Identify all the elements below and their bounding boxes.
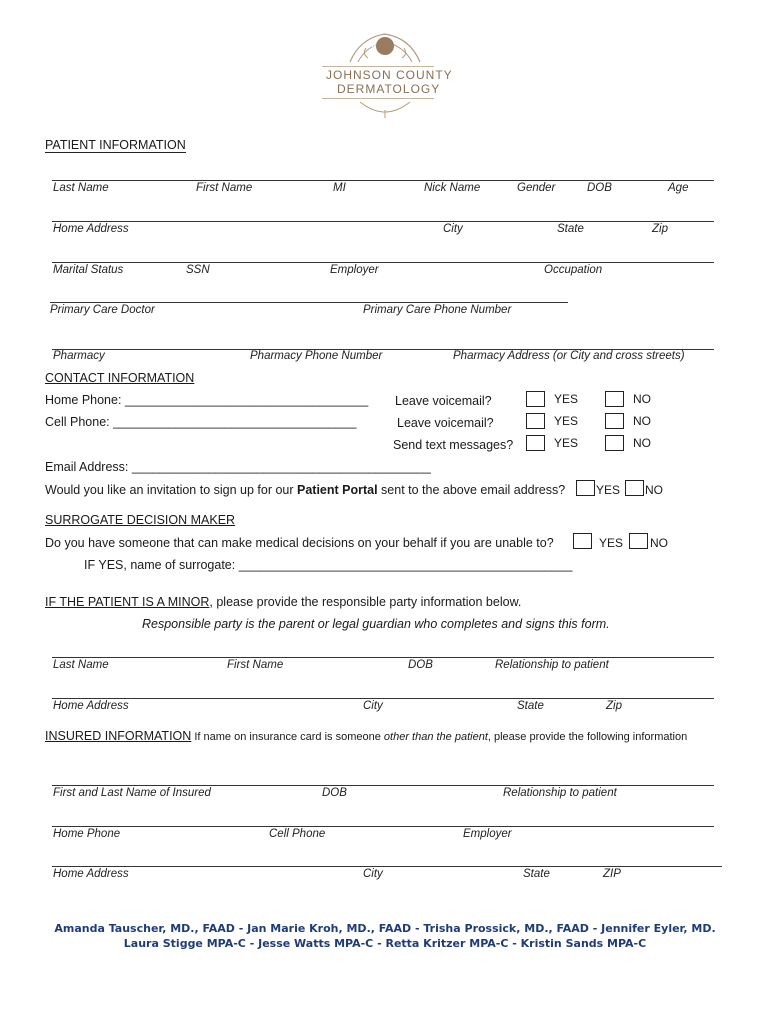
field-line[interactable] [52,657,714,658]
label-primary-care-doctor: Primary Care Doctor [50,304,155,316]
label-minor-zip: Zip [606,700,622,712]
surrogate-no-checkbox[interactable] [629,533,648,549]
label-minor-first-name: First Name [227,659,284,671]
label-insured-home-phone: Home Phone [53,828,121,840]
insured-title: INSURED INFORMATION [45,729,192,743]
label-insured-dob: DOB [322,787,347,799]
logo-initials: MI [367,40,376,49]
label-insured-state: State [523,868,550,880]
field-line[interactable] [52,262,714,263]
label-minor-relationship: Relationship to patient [495,659,609,671]
label-zip: Zip [652,223,668,235]
field-line[interactable] [52,698,714,699]
label-first-name: First Name [196,182,253,194]
logo-crest [340,28,430,68]
email-field[interactable]: Email Address: ___________________________________________ [45,460,431,474]
label-nick-name: Nick Name [424,182,481,194]
voicemail-home-yes-checkbox[interactable] [526,391,545,407]
voicemail-home-no-checkbox[interactable] [605,391,624,407]
footer-providers-line2: Laura Stigge MPA-C - Jesse Watts MPA-C - Retta Kritzer MPA-C - Kristin Sands MPA-C [123,937,647,950]
no-label: NO [650,536,668,550]
insured-desc-italic: other than the patient [383,731,488,743]
label-pharmacy: Pharmacy [53,350,105,362]
label-primary-care-phone: Primary Care Phone Number [363,304,512,316]
insured-desc-post: , please provide the following information [487,731,688,743]
patient-info-title: PATIENT INFORMATION [45,138,186,152]
label-minor-home-address: Home Address [53,700,129,712]
leave-voicemail-home-label: Leave voicemail? [395,394,492,408]
label-ssn: SSN [186,264,210,276]
yes-label: YES [596,483,621,497]
field-line[interactable] [52,866,722,867]
label-minor-state: State [517,700,544,712]
field-line[interactable] [52,180,714,181]
leave-voicemail-cell-label: Leave voicemail? [397,416,494,430]
label-marital-status: Marital Status [53,264,124,276]
label-insured-cell-phone: Cell Phone [269,828,326,840]
label-insured-home-address: Home Address [53,868,129,880]
footer-providers-line1: Amanda Tauscher, MD., FAAD - Jan Marie Kroh, MD., FAAD - Trisha Prossick, MD., FAAD - Jennifer Eyler, MD. [54,922,716,935]
portal-question-pre: Would you like an invitation to sign up for our [45,483,297,497]
logo-line1: JOHNSON COUNTY [326,68,453,82]
label-dob: DOB [587,182,612,194]
no-label: NO [633,414,651,428]
no-label: NO [645,483,663,497]
logo-line2: DERMATOLOGY [337,82,441,96]
field-line[interactable] [52,785,714,786]
minor-heading [45,595,521,609]
label-insured-name: First and Last Name of Insured [53,787,211,799]
label-mi: MI [333,182,346,194]
portal-question [45,483,565,497]
responsible-party-note: Responsible party is the parent or legal guardian who completes and signs this form. [142,617,610,631]
minor-title-rest: , please provide the responsible party information below. [209,595,522,609]
label-insured-zip: ZIP [603,868,621,880]
no-label: NO [633,436,651,450]
no-label: NO [633,392,651,406]
logo-frame [322,66,434,99]
insured-desc-pre: If name on insurance card is someone [191,731,384,743]
yes-label: YES [599,536,624,550]
logo-flourish [355,98,415,120]
label-minor-city: City [363,700,383,712]
label-minor-last-name: Last Name [53,659,109,671]
label-occupation: Occupation [544,264,603,276]
insured-heading [45,729,687,743]
minor-title: IF THE PATIENT IS A MINOR [45,595,210,609]
label-pharmacy-phone: Pharmacy Phone Number [250,350,383,362]
voicemail-cell-no-checkbox[interactable] [605,413,624,429]
yes-label: YES [554,436,579,450]
label-minor-dob: DOB [408,659,433,671]
label-pharmacy-address: Pharmacy Address (or City and cross streets) [453,350,685,362]
portal-question-post: sent to the above email address? [377,483,566,497]
field-line[interactable] [52,826,714,827]
label-insured-employer: Employer [463,828,512,840]
label-insured-city: City [363,868,383,880]
yes-label: YES [554,414,579,428]
home-phone-field[interactable]: Home Phone: ___________________________________ [45,393,369,407]
cell-phone-field[interactable]: Cell Phone: ___________________________________ [45,415,357,429]
portal-yes-checkbox[interactable] [576,480,595,496]
surrogate-name-field[interactable]: IF YES, name of surrogate: ________________________________________________ [84,558,573,572]
portal-question-bold: Patient Portal [297,483,378,497]
send-text-yes-checkbox[interactable] [526,435,545,451]
field-line[interactable] [52,221,714,222]
label-employer: Employer [330,264,379,276]
label-state: State [557,223,584,235]
voicemail-cell-yes-checkbox[interactable] [526,413,545,429]
label-age: Age [668,182,689,194]
surrogate-title: SURROGATE DECISION MAKER [45,513,236,527]
label-home-address: Home Address [53,223,129,235]
label-city: City [443,223,463,235]
label-gender: Gender [517,182,556,194]
label-insured-relationship: Relationship to patient [503,787,617,799]
yes-label: YES [554,392,579,406]
send-text-label: Send text messages? [393,438,514,452]
contact-info-title: CONTACT INFORMATION [45,371,195,385]
surrogate-yes-checkbox[interactable] [573,533,592,549]
send-text-no-checkbox[interactable] [605,435,624,451]
field-line[interactable] [50,302,568,303]
surrogate-question: Do you have someone that can make medical decisions on your behalf if you are unable to? [45,536,554,550]
label-last-name: Last Name [53,182,109,194]
portal-no-checkbox[interactable] [625,480,644,496]
